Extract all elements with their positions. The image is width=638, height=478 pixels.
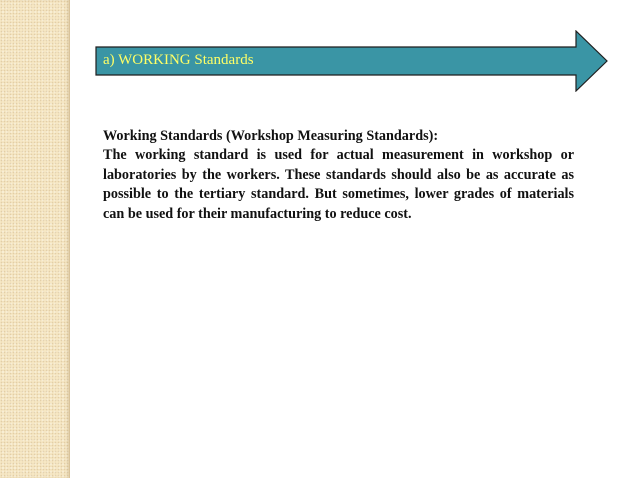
body-heading: Working Standards (Workshop Measuring Standards): (103, 128, 439, 144)
section-title: a) WORKING Standards (103, 52, 254, 68)
body-paragraph: The working standard is used for actual measurement in workshop or laboratories by the workers. These standards should also be as accurate as possible to the tertiary standard. But sometimes, lower grades of materials can be used for their manufacturing to reduce cost. (103, 147, 574, 222)
section-arrow-banner (95, 30, 608, 92)
decorative-side-band (0, 0, 70, 478)
slide-body (103, 127, 574, 224)
